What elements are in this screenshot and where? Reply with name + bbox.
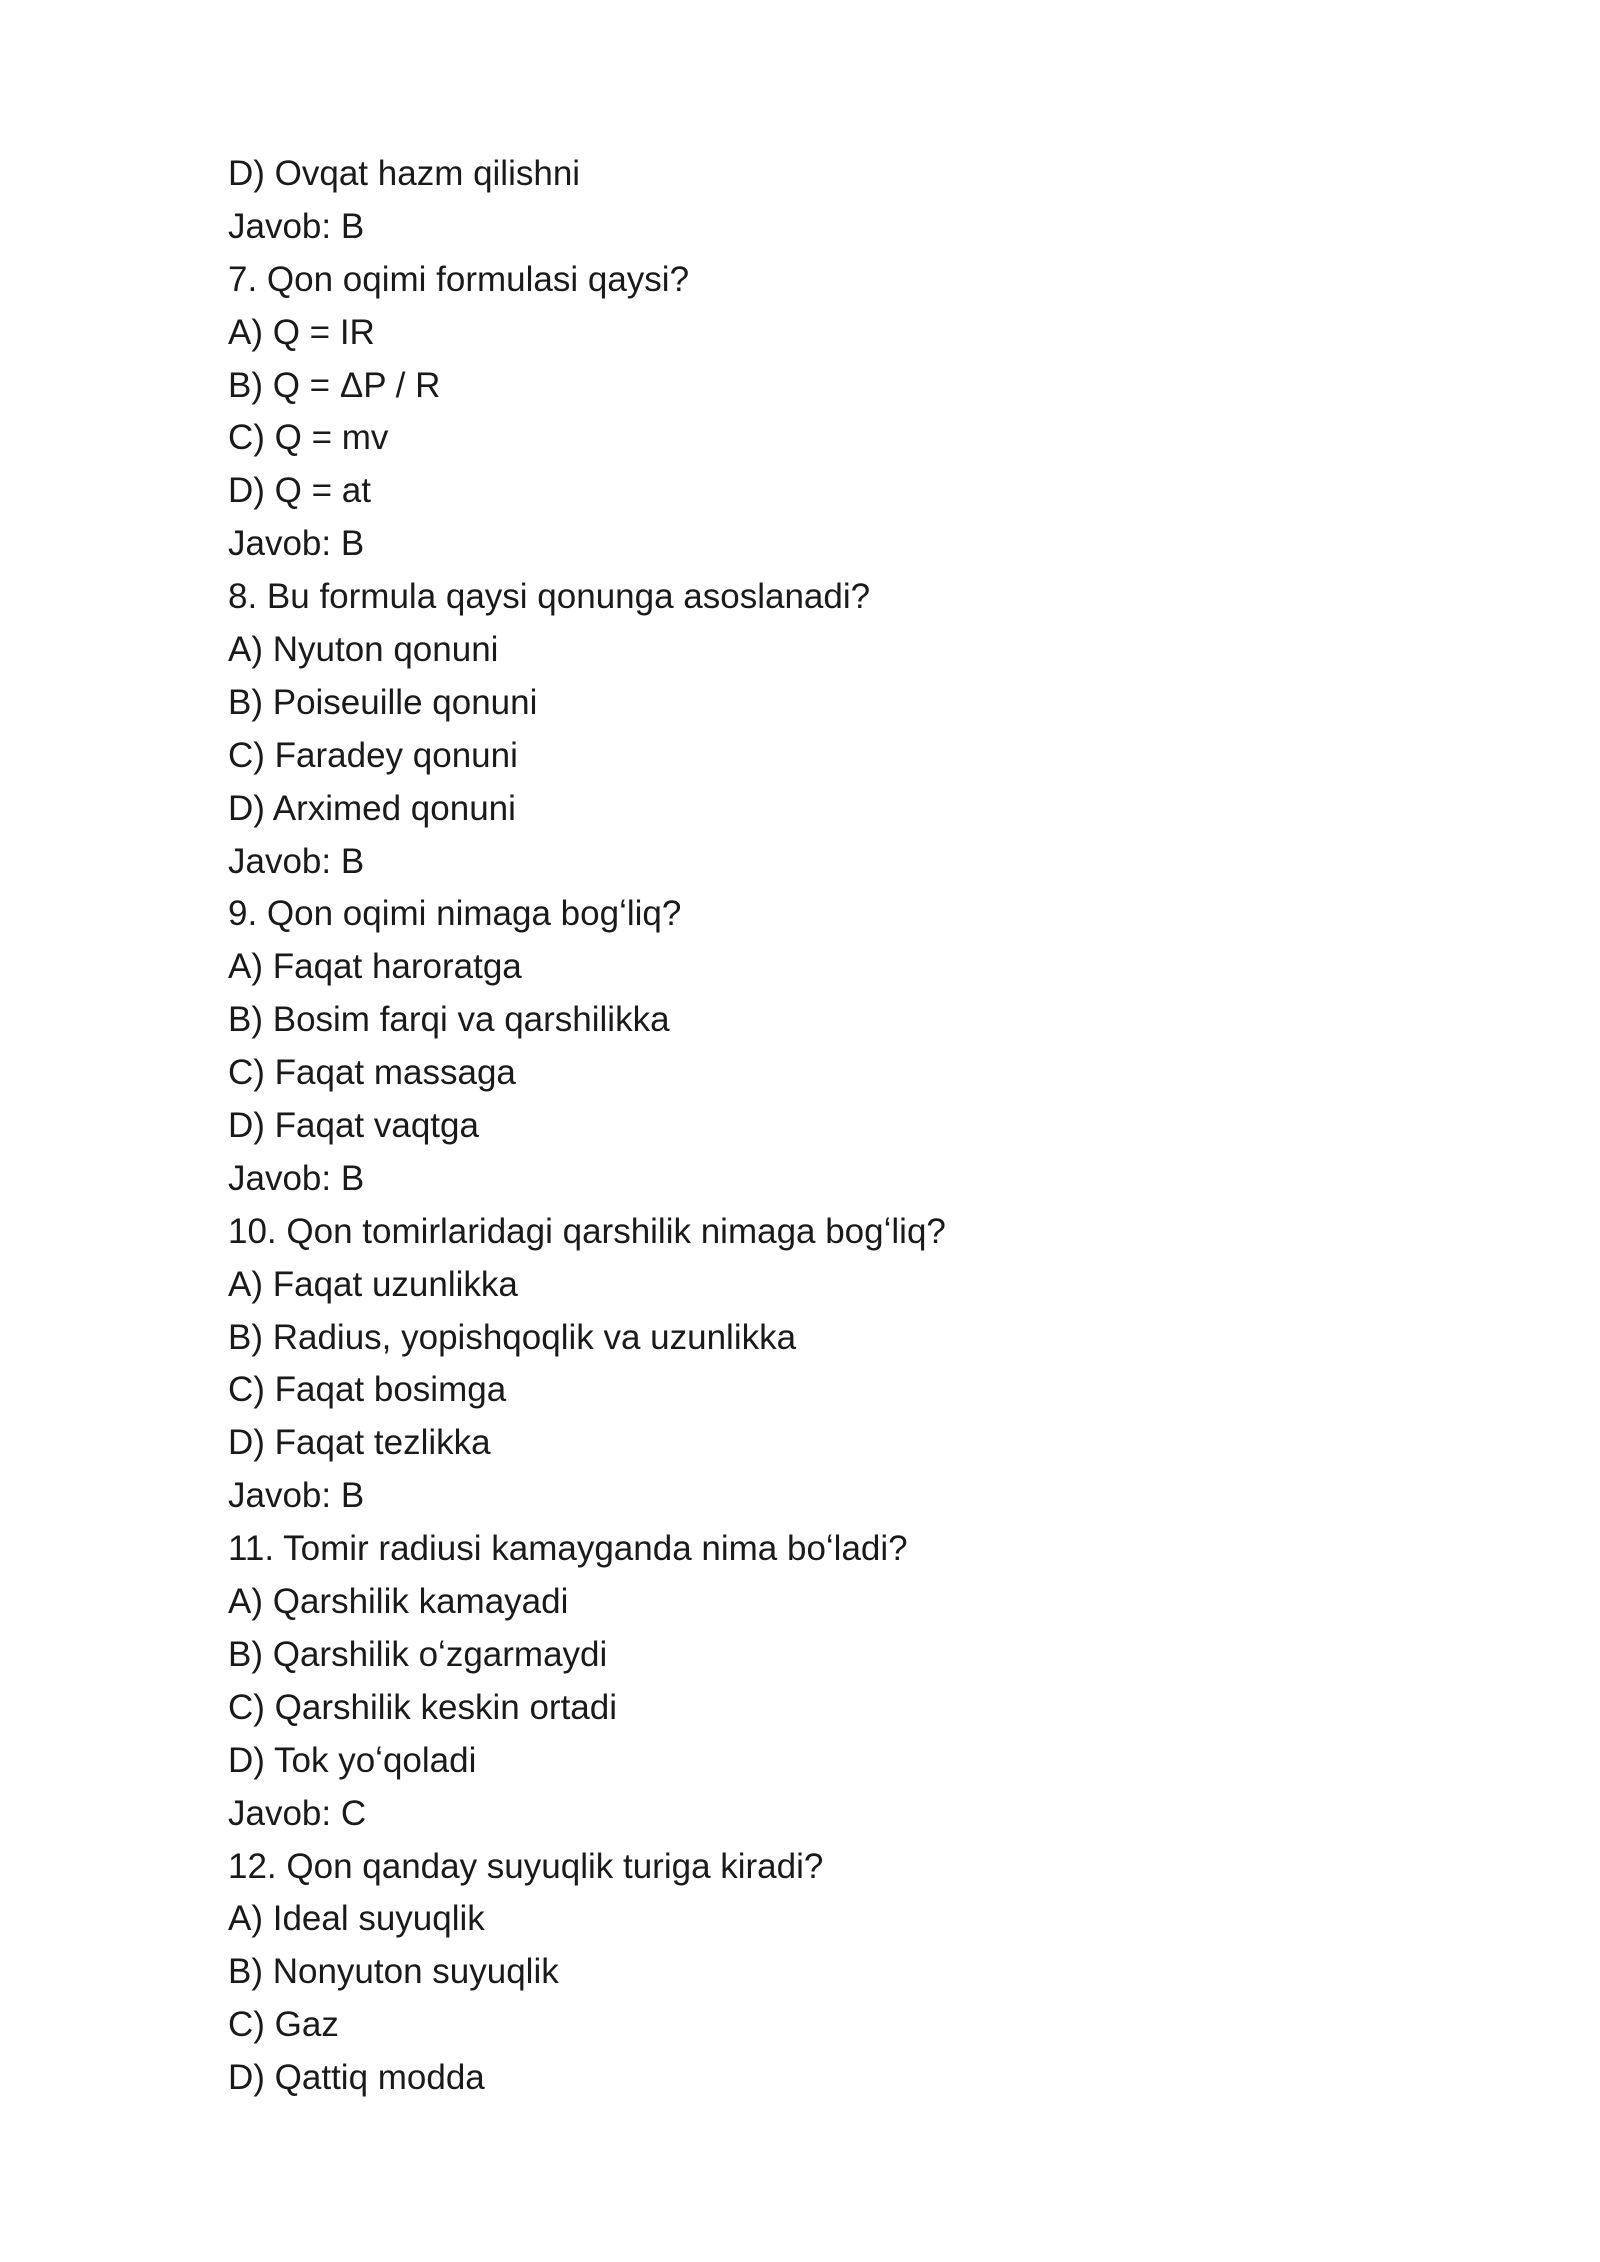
answer-option: B) Nonyuton suyuqlik: [228, 1952, 559, 1992]
answer-option: D) Qattiq modda: [228, 2058, 485, 2098]
answer-option: A) Q = IR: [228, 312, 375, 352]
answer-option: C) Faradey qonuni: [228, 735, 518, 775]
answer-option: A) Faqat haroratga: [228, 947, 522, 987]
answer-option: C) Faqat bosimga: [228, 1370, 507, 1410]
answer-key: Javob: B: [228, 1158, 365, 1198]
answer-option: B) Poiseuille qonuni: [228, 682, 538, 722]
answer-option: A) Nyuton qonuni: [228, 630, 499, 670]
answer-option: B) Radius, yopishqoqlik va uzunlikka: [228, 1317, 797, 1357]
answer-option: D) Ovqat hazm qilishni: [228, 154, 581, 193]
answer-option: B) Bosim farqi va qarshilikka: [228, 1000, 670, 1040]
answer-option: D) Arximed qonuni: [228, 788, 516, 828]
answer-key: Javob: B: [228, 1476, 365, 1516]
document-body: [228, 148, 1428, 2105]
answer-option: D) Tok yoʻqoladi: [228, 1740, 477, 1780]
answer-option: A) Faqat uzunlikka: [228, 1264, 518, 1304]
answer-option: C) Faqat massaga: [228, 1053, 516, 1093]
answer-option: A) Ideal suyuqlik: [228, 1899, 485, 1939]
question: 10. Qon tomirlaridagi qarshilik nimaga bogʻliq?: [228, 1211, 946, 1251]
question: 7. Qon oqimi formulasi qaysi?: [228, 259, 690, 299]
answer-option: C) Gaz: [228, 2005, 339, 2045]
answer-key: Javob: B: [228, 206, 365, 246]
question: 9. Qon oqimi nimaga bogʻliq?: [228, 894, 682, 934]
answer-option: B) Qarshilik oʻzgarmaydi: [228, 1634, 608, 1674]
answer-option: C) Qarshilik keskin ortadi: [228, 1687, 617, 1727]
answer-key: Javob: B: [228, 524, 365, 564]
question: 8. Bu formula qaysi qonunga asoslanadi?: [228, 577, 871, 617]
answer-key: Javob: C: [228, 1793, 367, 1833]
answer-key: Javob: B: [228, 841, 365, 881]
question: 11. Tomir radiusi kamayganda nima boʻladi?: [228, 1529, 908, 1569]
answer-option: D) Faqat tezlikka: [228, 1423, 491, 1463]
answer-option: B) Q = ΔP / R: [228, 365, 441, 405]
answer-option: D) Faqat vaqtga: [228, 1106, 479, 1146]
answer-option: D) Q = at: [228, 471, 371, 511]
question: 12. Qon qanday suyuqlik turiga kiradi?: [228, 1846, 824, 1886]
answer-option: C) Q = mv: [228, 418, 389, 458]
answer-option: A) Qarshilik kamayadi: [228, 1582, 569, 1622]
